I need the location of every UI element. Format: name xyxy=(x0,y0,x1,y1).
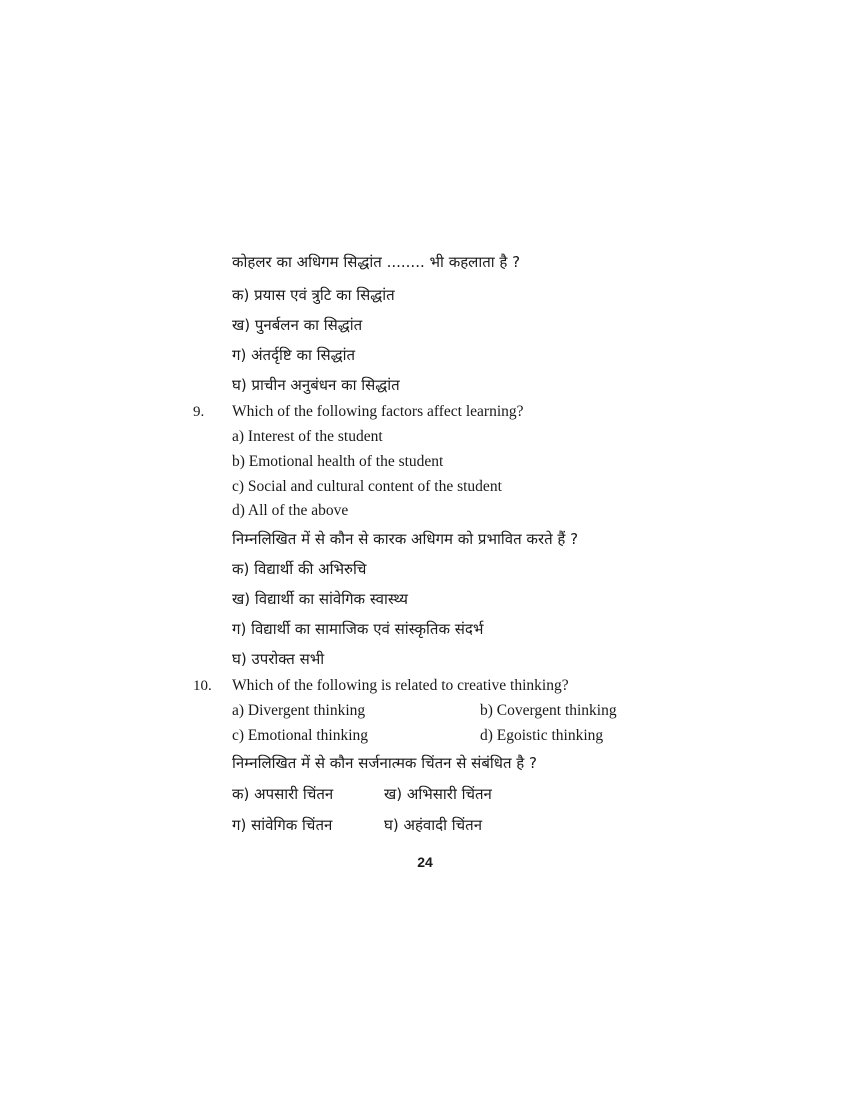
q10-english-option-b: b) Covergent thinking xyxy=(480,702,617,719)
q10-number: 10. xyxy=(193,678,212,694)
q10-hindi-option-b: ख) अभिसारी चिंतन xyxy=(384,785,492,803)
q8-hindi-question: कोहलर का अधिगम सिद्धांत ........ भी कहलाता है ? xyxy=(232,253,521,271)
q10-hindi-question: निम्नलिखित में से कौन सर्जनात्मक चिंतन से संबंधित है ? xyxy=(232,754,538,772)
q9-number: 9. xyxy=(193,404,205,420)
q10-hindi-option-a: क) अपसारी चिंतन xyxy=(232,785,334,803)
q9-hindi-option-d: घ) उपरोक्त सभी xyxy=(232,650,325,668)
q8-hindi-option-a: क) प्रयास एवं त्रुटि का सिद्धांत xyxy=(232,286,395,304)
q9-hindi-question: निम्नलिखित में से कौन से कारक अधिगम को प्रभावित करते हैं ? xyxy=(232,530,579,548)
q9-english-option-d: d) All of the above xyxy=(232,502,349,519)
q9-hindi-option-a: क) विद्यार्थी की अभिरुचि xyxy=(232,560,367,578)
q10-hindi-option-c: ग) सांवेगिक चिंतन xyxy=(232,816,333,834)
q9-english-question: Which of the following factors affect learning? xyxy=(232,403,524,420)
q9-hindi-option-c: ग) विद्यार्थी का सामाजिक एवं सांस्कृतिक संदर्भ xyxy=(232,620,484,638)
page-number: 24 xyxy=(417,854,433,870)
q8-hindi-option-b: ख) पुनर्बलन का सिद्धांत xyxy=(232,316,363,334)
q8-hindi-option-d: घ) प्राचीन अनुबंधन का सिद्धांत xyxy=(232,376,400,394)
q10-english-option-c: c) Emotional thinking xyxy=(232,727,369,744)
q8-hindi-option-c: ग) अंतर्दृष्टि का सिद्धांत xyxy=(232,346,356,364)
q9-english-option-c: c) Social and cultural content of the student xyxy=(232,478,502,495)
q10-english-option-a: a) Divergent thinking xyxy=(232,702,366,719)
q9-hindi-option-b: ख) विद्यार्थी का सांवेगिक स्वास्थ्य xyxy=(232,590,408,608)
q10-english-question: Which of the following is related to creative thinking? xyxy=(232,677,569,694)
q10-english-option-d: d) Egoistic thinking xyxy=(480,727,604,744)
q9-english-option-a: a) Interest of the student xyxy=(232,428,383,445)
q9-english-option-b: b) Emotional health of the student xyxy=(232,453,444,470)
q10-hindi-option-d: घ) अहंवादी चिंतन xyxy=(384,816,483,834)
